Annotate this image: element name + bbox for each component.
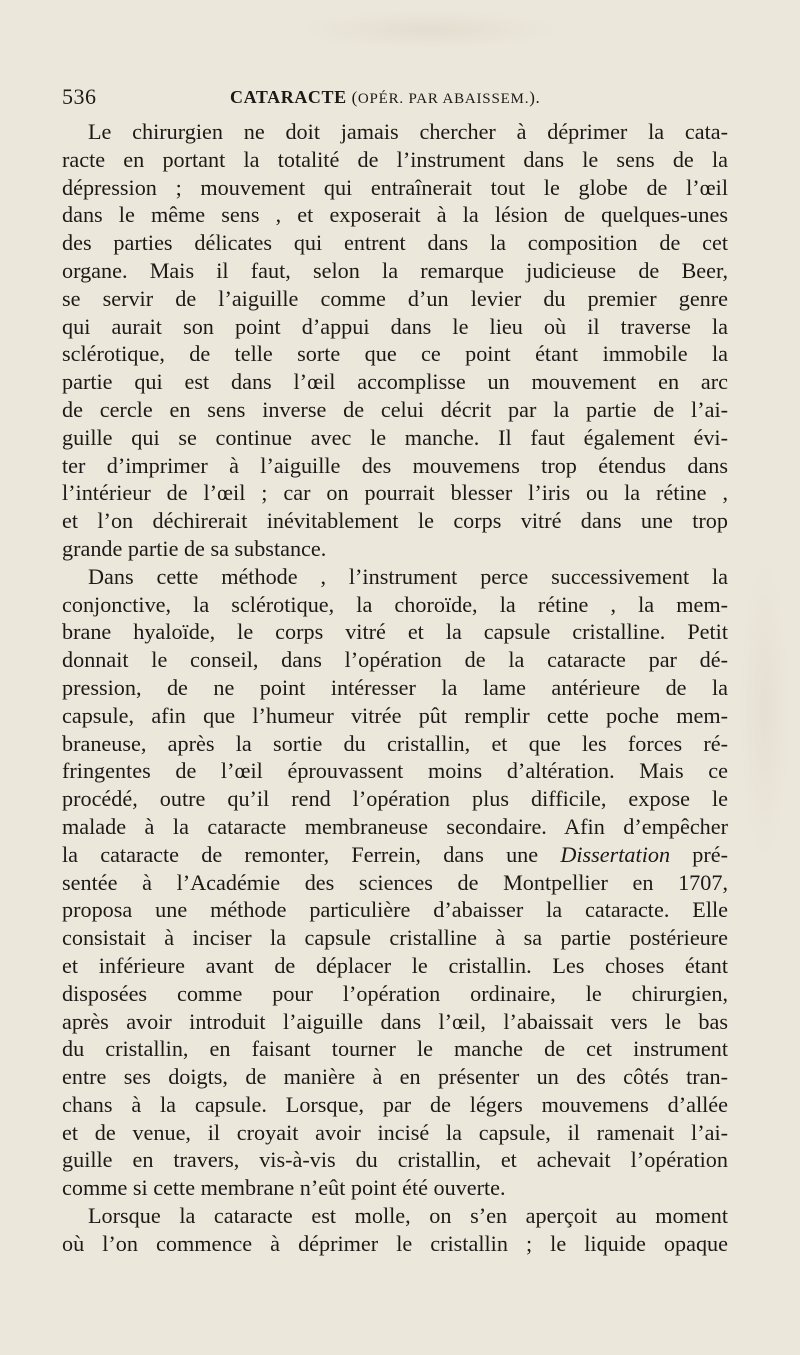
italic-term: Dissertation xyxy=(560,841,671,867)
running-head xyxy=(62,84,728,114)
text-line: guille en travers, vis-à-vis du cristallin, et achevait l’opération xyxy=(62,1147,728,1173)
paragraph-2 xyxy=(62,563,728,1202)
paragraph-1 xyxy=(62,118,728,563)
text-line: et inférieure avant de déplacer le cristallin. Les choses étant xyxy=(62,952,728,978)
paper-stain-top xyxy=(300,10,560,50)
text-line: brane hyaloïde, le corps vitré et la capsule cristalline. Petit xyxy=(62,619,728,645)
text-line: l’intérieur de l’œil ; car on pourrait blesser l’iris ou la rétine , xyxy=(62,480,728,506)
text-line: Lorsque la cataracte est molle, on s’en aperçoit au moment xyxy=(88,1203,728,1229)
text-line: braneuse, après la sortie du cristallin, et que les forces ré- xyxy=(62,730,728,756)
line-lead: la cataracte de remonter, Ferrein, dans une xyxy=(62,841,561,867)
text-line: partie qui est dans l’œil accomplisse un mouvement en arc xyxy=(62,369,728,395)
text-line: guille qui se continue avec le manche. Il faut également évi- xyxy=(62,424,728,450)
text-line: sclérotique, de telle sorte que ce point étant immobile la xyxy=(62,341,728,367)
text-line: capsule, afin que l’humeur vitrée pût remplir cette poche mem- xyxy=(62,702,728,728)
text-line: sentée à l’Académie des sciences de Montpellier en 1707, xyxy=(62,869,728,895)
text-line: et de venue, il croyait avoir incisé la capsule, il ramenait l’ai- xyxy=(62,1119,728,1145)
running-title-close: ). xyxy=(529,88,541,107)
text-line: entre ses doigts, de manière à en présenter un des côtés tran- xyxy=(62,1064,728,1090)
text-line: dépression ; mouvement qui entraînerait tout le globe de l’œil xyxy=(62,174,728,200)
text-line: après avoir introduit l’aiguille dans l’œil, l’abaissait vers le bas xyxy=(62,1008,728,1034)
text-line: où l’on commence à déprimer le cristallin ; le liquide opaque xyxy=(62,1230,728,1256)
body-text xyxy=(62,118,728,1258)
text-line: proposa une méthode particulière d’abaisser la cataracte. Elle xyxy=(62,897,728,923)
text-line: du cristallin, en faisant tourner le manche de cet instrument xyxy=(62,1036,728,1062)
text-line: disposées comme pour l’opération ordinaire, le chirurgien, xyxy=(62,980,728,1006)
text-line: pression, de ne point intéresser la lame antérieure de la xyxy=(62,674,728,700)
text-line: grande partie de sa substance. xyxy=(62,535,327,561)
text-line: conjonctive, la sclérotique, la choroïde, la rétine , la mem- xyxy=(62,591,728,617)
text-line: consistait à inciser la capsule cristalline à sa partie postérieure xyxy=(62,925,728,951)
text-line: et l’on déchirerait inévitablement le corps vitré dans une trop xyxy=(62,508,728,534)
running-title-open: ( xyxy=(346,88,358,107)
text-line: dans le même sens , et exposerait à la lésion de quelques-unes xyxy=(62,202,728,228)
text-line: ter d’imprimer à l’aiguille des mouvemens trop étendus dans xyxy=(62,452,728,478)
running-title-main: CATARACTE xyxy=(230,87,347,107)
text-line: malade à la cataracte membraneuse secondaire. Afin d’empêcher xyxy=(62,813,728,839)
text-line: Le chirurgien ne doit jamais chercher à déprimer la cata- xyxy=(88,119,728,144)
paper-stain-margin xyxy=(740,560,790,860)
text-line-with-italic xyxy=(62,841,728,869)
text-line: racte en portant la totalité de l’instrument dans le sens de la xyxy=(62,146,728,172)
text-line: se servir de l’aiguille comme d’un levier du premier genre xyxy=(62,285,728,311)
running-title xyxy=(230,87,540,108)
text-line: qui aurait son point d’appui dans le lieu où il traverse la xyxy=(62,313,728,339)
line-tail: pré- xyxy=(670,841,728,867)
text-line: donnait le conseil, dans l’opération de la cataracte par dé- xyxy=(62,647,728,673)
text-line: chans à la capsule. Lorsque, par de légers mouvemens d’allée xyxy=(62,1091,728,1117)
text-line: Dans cette méthode , l’instrument perce successivement la xyxy=(88,563,728,589)
text-line: organe. Mais il faut, selon la remarque judicieuse de Beer, xyxy=(62,257,728,283)
text-line: fringentes de l’œil éprouvassent moins d’altération. Mais ce xyxy=(62,758,728,784)
text-line: des parties délicates qui entrent dans la composition de cet xyxy=(62,230,728,256)
text-line: procédé, outre qu’il rend l’opération plus difficile, expose le xyxy=(62,786,728,812)
paragraph-3 xyxy=(62,1202,728,1258)
page-number: 536 xyxy=(62,84,97,109)
text-line: comme si cette membrane n’eût point été ouverte. xyxy=(62,1175,506,1201)
text-line: de cercle en sens inverse de celui décrit par la partie de l’ai- xyxy=(62,396,728,422)
running-title-sub: OPÉR. PAR ABAISSEM. xyxy=(357,91,530,107)
